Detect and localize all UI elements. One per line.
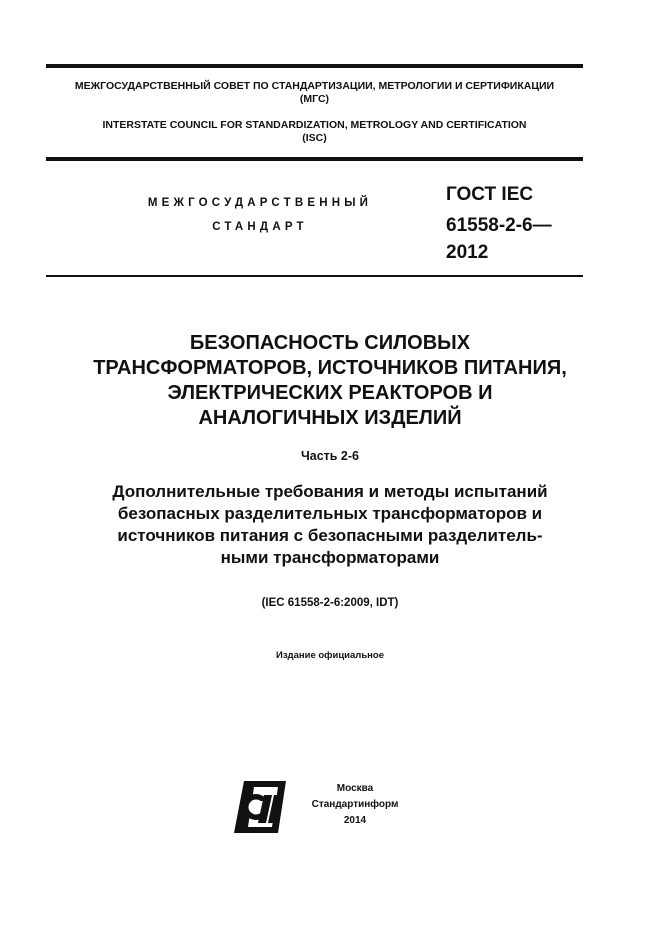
publication-year: 2014 xyxy=(343,815,367,826)
council-abbr-ru: (МГС) xyxy=(299,93,330,105)
subtitle-line: ными трансформаторами xyxy=(220,548,440,567)
standard-label-line1: МЕЖГОСУДАРСТВЕННЫЙ xyxy=(147,197,373,209)
standartinform-logo-icon xyxy=(234,781,286,833)
subtitle-line: источников питания с безопасными разделитель- xyxy=(117,526,543,545)
lower-rule xyxy=(46,275,583,277)
publisher-block xyxy=(295,781,415,829)
edition-note: Издание официальное xyxy=(276,650,384,661)
council-name-ru xyxy=(46,80,583,106)
council-name-en-line: INTERSTATE COUNCIL FOR STANDARDIZATION, METROLOGY AND CERTIFICATION xyxy=(102,119,527,131)
document-title xyxy=(30,331,630,431)
council-name-en xyxy=(46,119,583,145)
document-subtitle xyxy=(30,481,630,569)
part-number: Часть 2-6 xyxy=(300,449,360,463)
gost-number-line1: ГОСТ IEC xyxy=(446,184,534,205)
council-abbr-en: (ISC) xyxy=(302,132,327,144)
title-line: ЭЛЕКТРИЧЕСКИХ РЕАКТОРОВ И xyxy=(167,382,493,404)
title-line: ТРАНСФОРМАТОРОВ, ИСТОЧНИКОВ ПИТАНИЯ, xyxy=(93,357,567,379)
publisher-name: Стандартинформ xyxy=(311,799,399,810)
standard-label-line2: СТАНДАРТ xyxy=(212,221,308,233)
top-rule xyxy=(46,64,583,68)
middle-rule xyxy=(46,157,583,161)
title-line: БЕЗОПАСНОСТЬ СИЛОВЫХ xyxy=(189,332,471,354)
title-line: АНАЛОГИЧНЫХ ИЗДЕЛИЙ xyxy=(198,407,462,429)
subtitle-line: Дополнительные требования и методы испытаний xyxy=(112,482,548,501)
subtitle-line: безопасных разделительных трансформаторов и xyxy=(117,504,543,523)
gost-number-line3: 2012 xyxy=(446,242,489,263)
publisher-city: Москва xyxy=(336,783,374,794)
iec-reference: (IEC 61558-2-6:2009, IDT) xyxy=(261,597,399,609)
council-name-ru-line: МЕЖГОСУДАРСТВЕННЫЙ СОВЕТ ПО СТАНДАРТИЗАЦИИ, МЕТРОЛОГИИ И СЕРТИФИКАЦИИ xyxy=(74,80,555,92)
gost-number-line2: 61558-2-6— xyxy=(446,215,552,236)
